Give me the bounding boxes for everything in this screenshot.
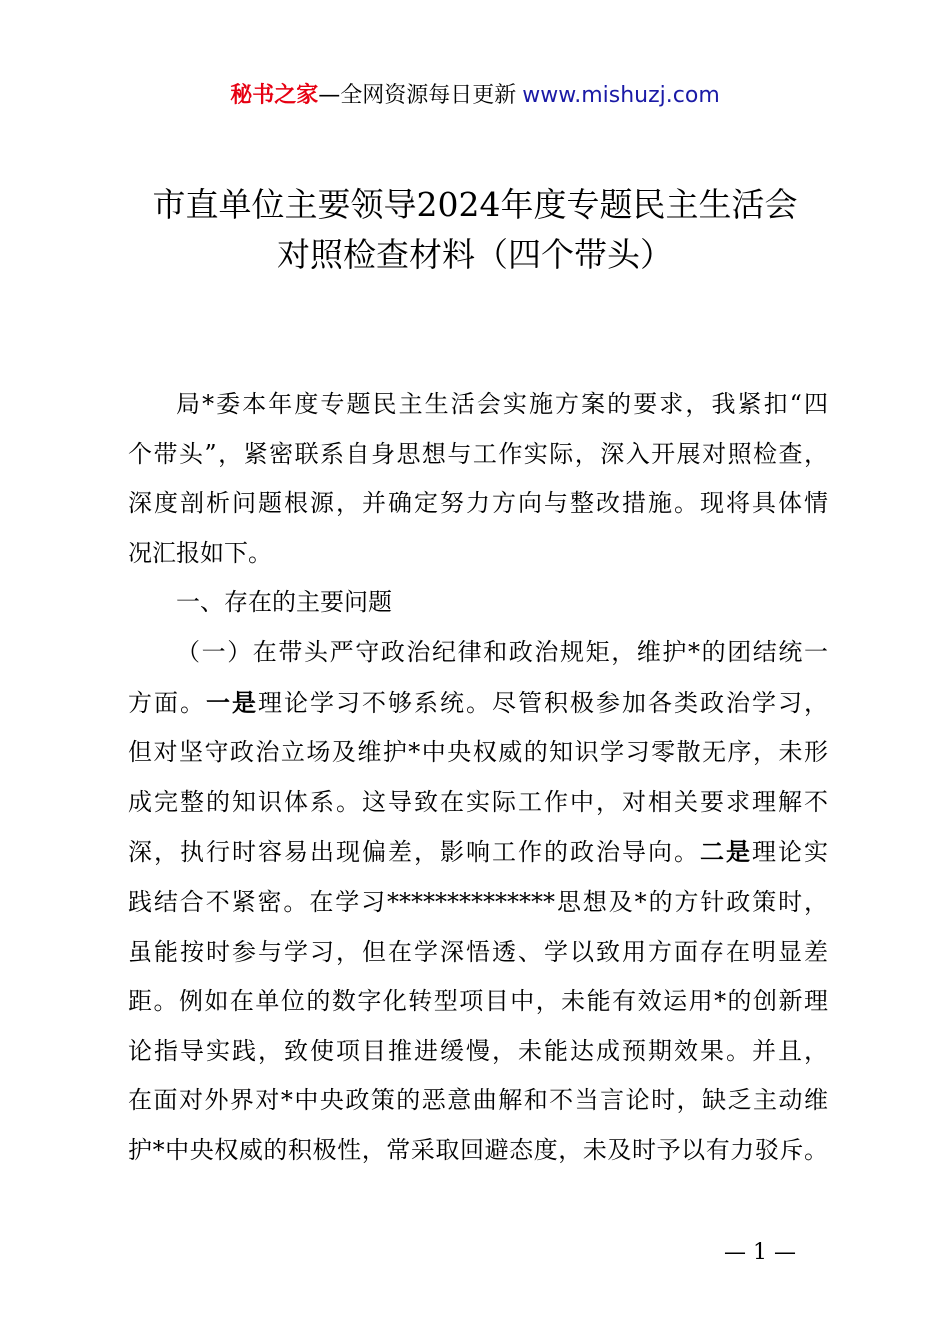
para-line: 但对坚守政治立场及维护*中央权威的知识学习零散无序，未形 — [128, 738, 828, 767]
intro-line: 况汇报如下。 — [128, 538, 272, 567]
header-slogan: 全网资源每日更新 — [340, 83, 517, 108]
para-text: 深，执行时容易出现偏差，影响工作的政治导向。 — [128, 838, 700, 867]
subsection-paragraph — [128, 628, 828, 1176]
para-line: 践结合不紧密。在学习**************思想及*的方针政策时， — [128, 887, 828, 916]
para-text: 理论学习不够系统。尽管积极参加各类政治学习， — [258, 688, 828, 717]
para-line: 虽能按时参与学习，但在学深悟透、学以致用方面存在明显差 — [128, 937, 828, 966]
point-marker-two: 二是 — [700, 837, 752, 867]
para-line — [128, 827, 828, 878]
para-line: 成完整的知识体系。这导致在实际工作中，对相关要求理解不 — [128, 787, 828, 816]
section-heading: 一、存在的主要问题 — [176, 588, 392, 617]
para-line — [128, 678, 828, 729]
para-text: 方面。 — [128, 688, 206, 717]
para-line: 距。例如在单位的数字化转型项目中，未能有效运用*的创新理 — [128, 987, 828, 1016]
document-body — [128, 380, 828, 1176]
para-line: 护*中央权威的积极性，常采取回避态度，未及时予以有力驳斥。 — [128, 1135, 828, 1164]
point-marker-one: 一是 — [206, 687, 258, 717]
title-line-2: 对照检查材料（四个带头） — [277, 235, 673, 274]
para-line: 在面对外界对*中央政策的恶意曲解和不当言论时，缺乏主动维 — [128, 1086, 828, 1115]
para-line: 论指导实践，致使项目推进缓慢，未能达成预期效果。并且， — [128, 1036, 828, 1065]
intro-line: 局*委本年度专题民主生活会实施方案的要求，我紧扣“四 — [176, 390, 828, 418]
intro-line: 个带头”，紧密联系自身思想与工作实际，深入开展对照检查， — [128, 439, 828, 468]
para-text: 理论实 — [752, 838, 828, 867]
para-line: （一）在带头严守政治纪律和政治规矩，维护*的团结统一 — [176, 637, 828, 666]
document-title — [0, 180, 950, 280]
header-dash: — — [318, 83, 341, 108]
page-number: — 1 — — [724, 1240, 796, 1265]
title-line-1: 市直单位主要领导2024年度专题民主生活会 — [152, 185, 798, 224]
intro-paragraph — [128, 380, 828, 578]
brand-name: 秘书之家 — [230, 83, 319, 108]
site-header — [0, 80, 950, 112]
site-url-link[interactable]: www.mishuzj.com — [522, 83, 720, 108]
intro-line: 深度剖析问题根源，并确定努力方向与整改措施。现将具体情 — [128, 489, 828, 518]
